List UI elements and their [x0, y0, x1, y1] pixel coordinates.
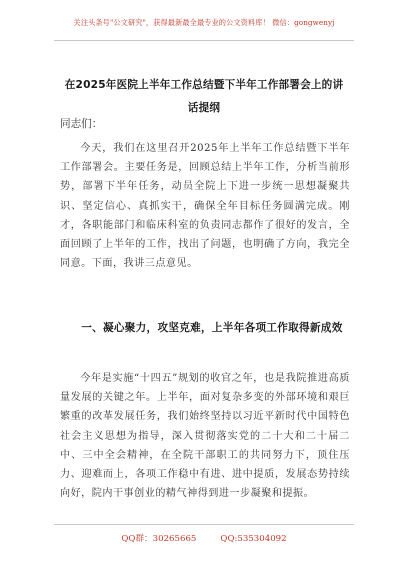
document-title: 在2025年医院上半年工作总结暨下半年工作部署会上的讲话提纲	[64, 79, 344, 114]
footer	[0, 532, 408, 544]
footer-qq-group: QQ群：30265665	[121, 534, 197, 544]
footer-qq: QQ:535304092	[220, 534, 287, 544]
section-heading-1: 一、凝心聚力，攻坚克难，上半年各项工作取得新成效	[81, 322, 343, 334]
header-divider	[54, 40, 354, 41]
paragraph-2: 今年是实施“十四五”规划的收官之年，也是我院推进高质量发展的关键之年。上半年，面对复杂多变的外部环境和艰巨繁重的改革发展任务，我们始终坚持以习近平新时代中国特色社会主义思想为指导，深入贯彻落实党的二十大和二十届二中、三中全会精神，在全院干部职工的共同努力下，顶住压力、迎难而上，各项工作稳中有进、进中提质，发展态势持续向好，院内干事创业的精气神得到进一步凝聚和提振。	[60, 373, 350, 500]
salutation: 同志们：	[60, 118, 103, 130]
top-banner: 关注头条号"公文研究"，获得最新最全最专业的公文资料库！ 微信：gongwenyj	[73, 18, 335, 27]
paragraph-1: 今天，我们在这里召开2025年上半年工作总结暨下半年工作部署会。主要任务是，回顾总结上半年工作，分析当前形势，部署下半年任务，动员全院上下进一步统一思想凝聚共识、坚定信心、真抓实干，确保全年目标任务圆满完成。刚才，各职能部门和临床科室的负责同志都作了很好的发言，全面回顾了上半年的工作，找出了问题，也明确了方向，我完全同意。下面，我讲三点意见。	[60, 143, 350, 270]
footer-divider	[54, 524, 354, 525]
